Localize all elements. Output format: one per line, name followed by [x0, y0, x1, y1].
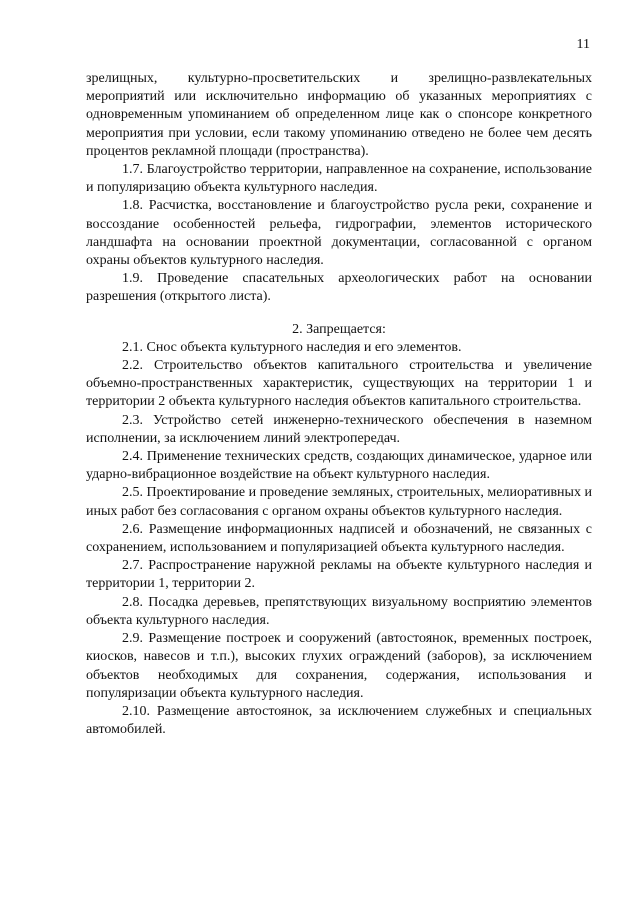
paragraph-2-3: 2.3. Устройство сетей инженерно-технического обеспечения в наземном исполнении, за исключением линий электропередач.: [86, 412, 592, 446]
paragraph-2-8: 2.8. Посадка деревьев, препятствующих визуальному восприятию элементов объекта культурного наследия.: [86, 594, 592, 628]
paragraph-continuation: зрелищных, культурно-просветительских и зрелищно-развлекательных мероприятий или исключительно информацию об указанных мероприятиях с одновременным упоминанием об определенном лице как о спонсоре конкретного мероприятия при условии, если такому упоминанию отведено не более чем десять процентов рекламной площади (пространства).: [86, 71, 592, 159]
paragraph-2-7: 2.7. Распространение наружной рекламы на объекте культурного наследия и территории 1, территории 2.: [86, 558, 592, 592]
paragraph-2-2: 2.2. Строительство объектов капитального строительства и увеличение объемно-пространственных характеристик, существующих на территории 1 и территории 2 объекта культурного наследия объектов капитального строительства.: [86, 358, 592, 410]
paragraph-1-9: 1.9. Проведение спасательных археологических работ на основании разрешения (открытого листа).: [86, 271, 592, 305]
section-heading: 2. Запрещается:: [292, 321, 386, 337]
paragraph-2-9: 2.9. Размещение построек и сооружений (автостоянок, временных построек, киосков, навесов и т.п.), высоких глухих ограждений (заборов), за исключением объектов необходимых для сохранения, содержания, использования и популяризации объекта культурного наследия.: [86, 631, 592, 701]
paragraph-1-8: 1.8. Расчистка, восстановление и благоустройство русла реки, сохранение и воссоздание особенностей рельефа, гидрографии, элементов исторического ландшафта на основании проектной документации, согласованной с органом охраны объектов культурного наследия.: [86, 198, 592, 269]
paragraph-2-4: 2.4. Применение технических средств, создающих динамическое, ударное или ударно-вибрационное воздействие на объект культурного наследия.: [86, 449, 592, 483]
paragraph-2-5: 2.5. Проектирование и проведение земляных, строительных, мелиоративных и иных работ без согласования с органом охраны объектов культурного наследия.: [86, 485, 592, 519]
paragraph-1-7: 1.7. Благоустройство территории, направленное на сохранение, использование и популяризацию объекта культурного наследия.: [86, 162, 592, 196]
page-number: 11: [576, 37, 590, 52]
paragraph-2-6: 2.6. Размещение информационных надписей и обозначений, не связанных с сохранением, использованием и популяризацией объекта культурного наследия.: [86, 521, 592, 556]
document-body: [86, 70, 592, 739]
paragraph-2-10: 2.10. Размещение автостоянок, за исключением служебных и специальных автомобилей.: [86, 703, 592, 738]
paragraph-2-1: 2.1. Снос объекта культурного наследия и его элементов.: [122, 339, 462, 355]
